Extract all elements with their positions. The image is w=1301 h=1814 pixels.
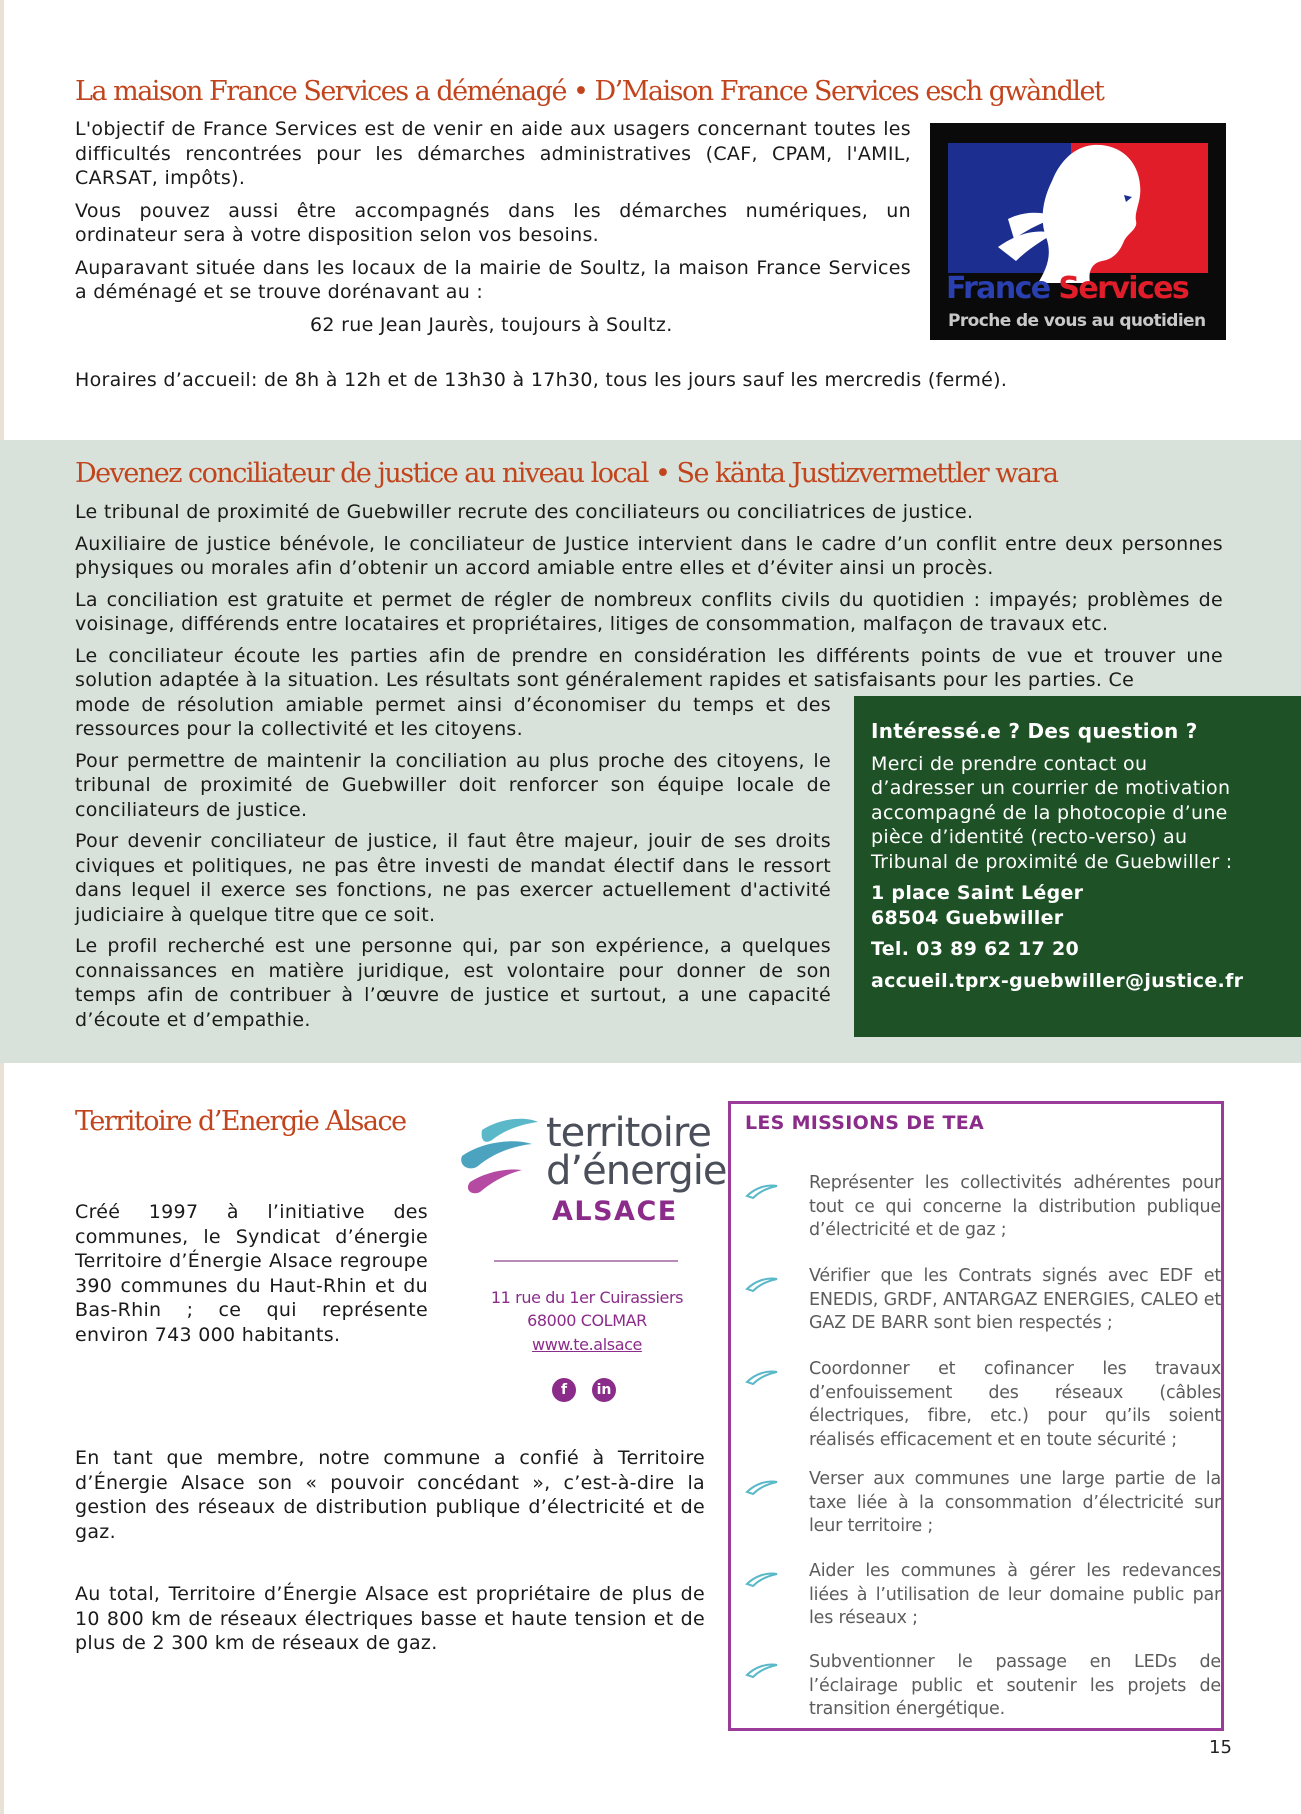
tea-swirl-icon: [452, 1116, 544, 1196]
contact-question: Intéressé.e ? Des question ?: [871, 719, 1198, 743]
tea-word-alsace: ALSACE: [552, 1196, 678, 1227]
mission-text: Représenter les collectivités adhérentes pour tout ce qui concerne la distribution publique d’électricité et de gaz ;: [809, 1173, 1221, 1240]
conciliateur-title: Devenez conciliateur de justice au niveau local • Se känta Justizvermettler wara: [75, 458, 1058, 489]
swoosh-bullet-icon: [745, 1182, 779, 1200]
tea-word-energie: d’énergie: [546, 1148, 727, 1194]
swoosh-bullet-icon: [745, 1275, 779, 1293]
tea-word-territoire: territoire: [546, 1110, 712, 1156]
facebook-icon[interactable]: f: [552, 1378, 576, 1402]
swoosh-bullet-icon: [745, 1570, 779, 1588]
paragraph: Auparavant située dans les locaux de la mairie de Soultz, la maison France Services a déménagé et se trouve dorénavant au :: [75, 256, 911, 303]
wordmark-services: Services: [1058, 271, 1189, 306]
swoosh-bullet-icon: [745, 1661, 779, 1679]
contact-address-line2: 68504 Guebwiller: [871, 906, 1064, 929]
france-services-tagline: Proche de vous au quotidien: [948, 311, 1206, 331]
paragraph: Au total, Territoire d’Énergie Alsace est propriétaire de plus de 10 800 km de réseaux électriques basse et haute tension et de plus de 2 300 km de réseaux de gaz.: [75, 1583, 705, 1654]
swoosh-bullet-icon: [745, 1478, 779, 1496]
tea-address-line2: 68000 COLMAR: [527, 1311, 647, 1330]
paragraph: L'objectif de France Services est de venir en aide aux usagers concernant toutes les difficultés rencontrées pour les démarches administratives (CAF, CPAM, l'AMIL, CARSAT, impôts).: [75, 118, 911, 189]
mission-text: Coordonner et cofinancer les travaux d’enfouissement des réseaux (câbles électriques, fibre, etc.) pour qu’ils soient réalisés efficacement et en toute sécurité ;: [809, 1359, 1221, 1450]
paragraph: mode de résolution amiable permet ainsi d’économiser du temps et des ressources pour la collectivité et les citoyens.: [75, 693, 831, 740]
contact-address-line1: 1 place Saint Léger: [871, 882, 1084, 904]
contact-box: [854, 696, 1301, 1037]
missions-title: LES MISSIONS DE TEA: [745, 1112, 985, 1134]
france-services-logo: [930, 123, 1226, 340]
tea-missions-box: [728, 1101, 1224, 1731]
marianne-icon: [998, 137, 1158, 287]
page-number: 15: [1209, 1737, 1232, 1758]
paragraph: La conciliation est gratuite et permet de régler de nombreux conflits civils du quotidien : impayés; problèmes de voisinage, différends entre locataires et propriétaires, litiges de consommation, malfaçon de travaux etc.: [75, 588, 1223, 635]
mission-text: Subventionner le passage en LEDs de l’éclairage public et soutenir les projets de transition énergétique.: [809, 1652, 1221, 1719]
contact-email[interactable]: accueil.tprx-guebwiller@justice.fr: [871, 969, 1244, 992]
tea-logo: [452, 1108, 727, 1408]
paragraph: Créé 1997 à l’initiative des communes, le Syndicat d’énergie Territoire d’Énergie Alsace regroupe 390 communes du Haut-Rhin et du Bas-Rhin ; ce qui représente environ 743 000 habitants.: [75, 1201, 428, 1346]
mission-text: Verser aux communes une large partie de la taxe liée à la consommation d’électricité sur leur territoire ;: [809, 1469, 1221, 1536]
paragraph: Auxiliaire de justice bénévole, le conciliateur de Justice intervient dans le cadre d’un conflit entre deux personnes physiques ou morales afin d’obtenir un accord amiable entre elles et d’éviter ainsi un procès.: [75, 532, 1223, 579]
contact-phone[interactable]: Tel. 03 89 62 17 20: [871, 938, 1080, 960]
paragraph: Le conciliateur écoute les parties afin de prendre en considération les différents points de vue et trouver une solution adaptée à la situation. Les résultats sont généralement rapides et satisfaisants pour les parties. Ce: [75, 644, 1223, 691]
france-services-text: [75, 117, 911, 345]
paragraph: Pour permettre de maintenir la conciliation au plus proche des citoyens, le tribunal de proximité de Guebwiller doit renforcer son équipe locale de conciliateurs de justice.: [75, 749, 831, 821]
paragraph: Le profil recherché est une personne qui, par son expérience, a quelques connaissances en matière juridique, est volontaire pour donner de son temps afin de contribuer à l’œuvre de justice et surtout, a une capacité d’écoute et d’empathie.: [75, 935, 831, 1031]
mission-text: Vérifier que les Contrats signés avec EDF et ENEDIS, GRDF, ANTARGAZ ENERGIES, CALEO et GAZ DE BARR sont bien respectés ;: [809, 1266, 1221, 1333]
wordmark-france: France: [946, 271, 1050, 306]
paragraph: Le tribunal de proximité de Guebwiller recrute des conciliateurs ou conciliatrices de justice.: [75, 501, 974, 523]
paragraph: Pour devenir conciliateur de justice, il faut être majeur, jouir de ses droits civiques et politiques, ne pas être investi de mandat électif dans le ressort dans lequel il exerce ses fonctions, ne pas exercer actuellement d'activité judiciaire à quelque titre que ce soit.: [75, 830, 831, 926]
tea-address-line1: 11 rue du 1er Cuirassiers: [490, 1288, 684, 1307]
paragraph: Vous pouvez aussi être accompagnés dans les démarches numériques, un ordinateur sera à votre disposition selon vos besoins.: [75, 199, 911, 246]
france-services-title: La maison France Services a déménagé • D’Maison France Services esch gwàndlet: [75, 76, 1104, 107]
contact-text: Merci de prendre contact ou d’adresser un courrier de motivation accompagné de la photocopie d’une pièce d’identité (recto-verso) au Tribunal de proximité de Guebwiller :: [871, 752, 1233, 873]
tea-website-link[interactable]: www.te.alsace: [532, 1335, 642, 1354]
france-services-address: 62 rue Jean Jaurès, toujours à Soultz.: [310, 313, 673, 336]
mission-text: Aider les communes à gérer les redevances liées à l’utilisation de leur domaine public par les réseaux ;: [809, 1561, 1221, 1628]
swoosh-bullet-icon: [745, 1368, 779, 1386]
divider: [494, 1260, 678, 1262]
paragraph: En tant que membre, notre commune a confié à Territoire d’Énergie Alsace son « pouvoir concédant », c’est-à-dire la gestion des réseaux de distribution publique d’électricité et de gaz.: [75, 1447, 705, 1543]
france-services-wordmark: [946, 271, 1188, 306]
tea-title: Territoire d’Energie Alsace: [75, 1106, 406, 1137]
opening-hours: Horaires d’accueil: de 8h à 12h et de 13h30 à 17h30, tous les jours sauf les mercredis (fermé).: [75, 369, 1008, 391]
linkedin-icon[interactable]: in: [592, 1378, 616, 1402]
